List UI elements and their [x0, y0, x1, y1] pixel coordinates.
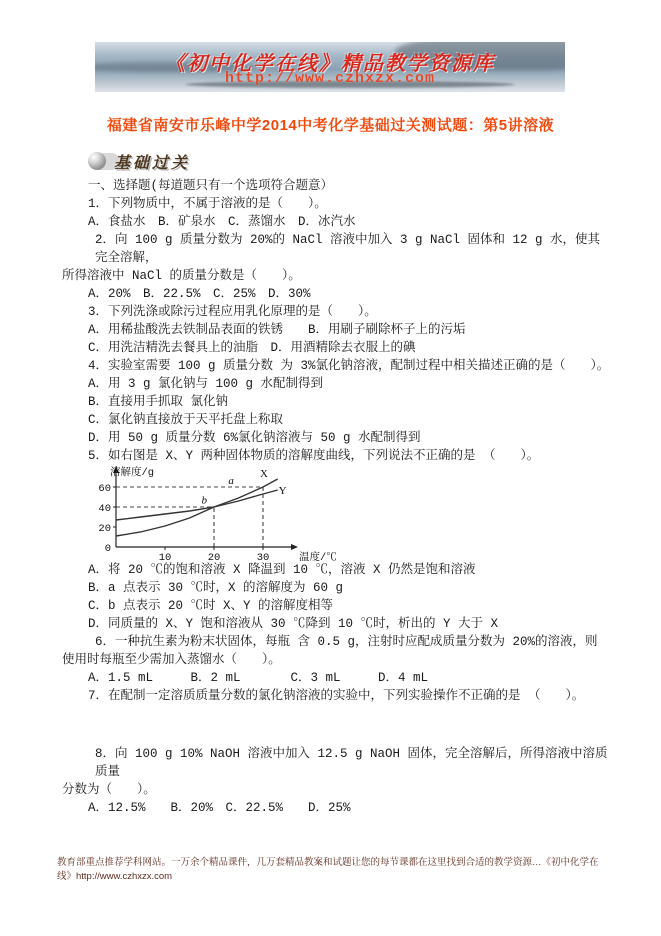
svg-text:溶解度/g: 溶解度/g [110, 467, 155, 479]
text-line: A．食盐水 B．矿泉水 C．蒸馏水 D．冰汽水 [88, 215, 356, 229]
text-line: 4．实验室需要 100 g 质量分数 为 3%氯化钠溶液，配制过程中相关描述正确的是（ ）。 [88, 359, 610, 373]
svg-text:40: 40 [98, 503, 111, 515]
text-line: 1．下列物质中，不属于溶液的是（ ）。 [88, 197, 327, 211]
section-badge-label: 基础过关 [114, 154, 191, 172]
svg-text:a: a [228, 475, 234, 487]
text-line: 6．一种抗生素为粉末状固体，每瓶 含 0.5 g，注射时应配成质量分数为 20%的溶液，则 [95, 635, 598, 649]
text-line: 分数为（ ）。 [62, 783, 156, 797]
question-lines-after-chart [62, 561, 610, 817]
solubility-curve-plot [88, 465, 338, 561]
text-line: C．b 点表示 20 ℃时 X、Y 的溶解度相等 [88, 599, 334, 613]
text-line: A．1.5 mL B．2 mL C．3 mL D．4 mL [88, 671, 429, 685]
banner-site-url: http://www.czhxzx.com [224, 70, 436, 87]
text-line: 所得溶液中 NaCl 的质量分数是（ ）。 [62, 269, 301, 283]
svg-text:Y: Y [278, 485, 287, 497]
page-footer-text: 教育部重点推荐学科网站。一万余个精品课件，几万套精品教案和试题让您的每节课都在这里找到合适的教学资源…《初中化学在线》http://www.czhxzx.com [57, 857, 599, 882]
text-line: A．用 3 g 氯化钠与 100 g 水配制得到 [88, 377, 324, 391]
sphere-icon [88, 152, 106, 170]
text-line: D．用 50 g 质量分数 6%氯化钠溶液与 50 g 水配制得到 [88, 431, 421, 445]
site-banner-image [95, 42, 565, 92]
text-line: A．将 20 ℃的饱和溶液 X 降温到 10 ℃，溶液 X 仍然是饱和溶液 [88, 563, 476, 577]
text-line: A．12.5% B．20% C．22.5% D．25% [88, 801, 351, 815]
question-body [62, 177, 610, 817]
text-line: A．用稀盐酸洗去铁制品表面的铁锈 B．用刷子刷除杯子上的污垢 [88, 323, 466, 337]
solubility-chart [88, 465, 338, 561]
text-line: 8．向 100 g 10% NaOH 溶液中加入 12.5 g NaOH 固体，完全溶解后，所得溶液中溶质质量 [95, 747, 608, 779]
svg-text:20: 20 [98, 523, 111, 535]
text-line: B．直接用手抓取 氯化钠 [88, 395, 229, 409]
section-badge [88, 150, 190, 172]
banner-site-title: 《初中化学在线》精品教学资源库 [165, 53, 495, 75]
text-line: B．a 点表示 30 ℃时，X 的溶解度为 60 g [88, 581, 344, 595]
document-title: 福建省南安市乐峰中学2014中考化学基础过关测试题：第5讲溶液 [106, 117, 555, 134]
text-line: D．同质量的 X、Y 饱和溶液从 30 ℃降到 10 ℃时，析出的 Y 大于 X [88, 617, 499, 631]
text-line: 7．在配制一定溶质质量分数的氯化钠溶液的实验中，下列实验操作不正确的是 （ ）。 [88, 689, 585, 703]
svg-text:60: 60 [98, 483, 111, 495]
svg-text:30: 30 [256, 552, 270, 561]
text-line: A．20% B．22.5% C．25% D．30% [88, 287, 311, 301]
text-line: C．用洗洁精洗去餐具上的油脂 D．用酒精除去衣服上的碘 [88, 341, 416, 355]
svg-text:X: X [260, 468, 268, 480]
text-line: 2．向 100 g 质量分数为 20%的 NaCl 溶液中加入 3 g NaCl 固体和 12 g 水，使其完全溶解， [95, 233, 601, 265]
svg-text:b: b [201, 494, 207, 507]
text-line: 一、选择题(每道题只有一个选项符合题意） [88, 179, 334, 193]
svg-text:20: 20 [207, 552, 221, 561]
text-line: 3．下列洗涤或除污过程应用乳化原理的是（ ）。 [88, 305, 377, 319]
text-line: 使用时每瓶至少需加入蒸馏水（ ）。 [62, 653, 281, 667]
svg-text:10: 10 [158, 552, 172, 561]
svg-text:温度/℃: 温度/℃ [299, 552, 337, 561]
text-line: C．氯化钠直接放于天平托盘上称取 [88, 413, 284, 427]
svg-text:0: 0 [104, 543, 111, 555]
question-lines-before-chart [62, 177, 610, 465]
text-line: 5．如右图是 X、Y 两种固体物质的溶解度曲线，下列说法不正确的是 （ ）。 [88, 449, 540, 463]
